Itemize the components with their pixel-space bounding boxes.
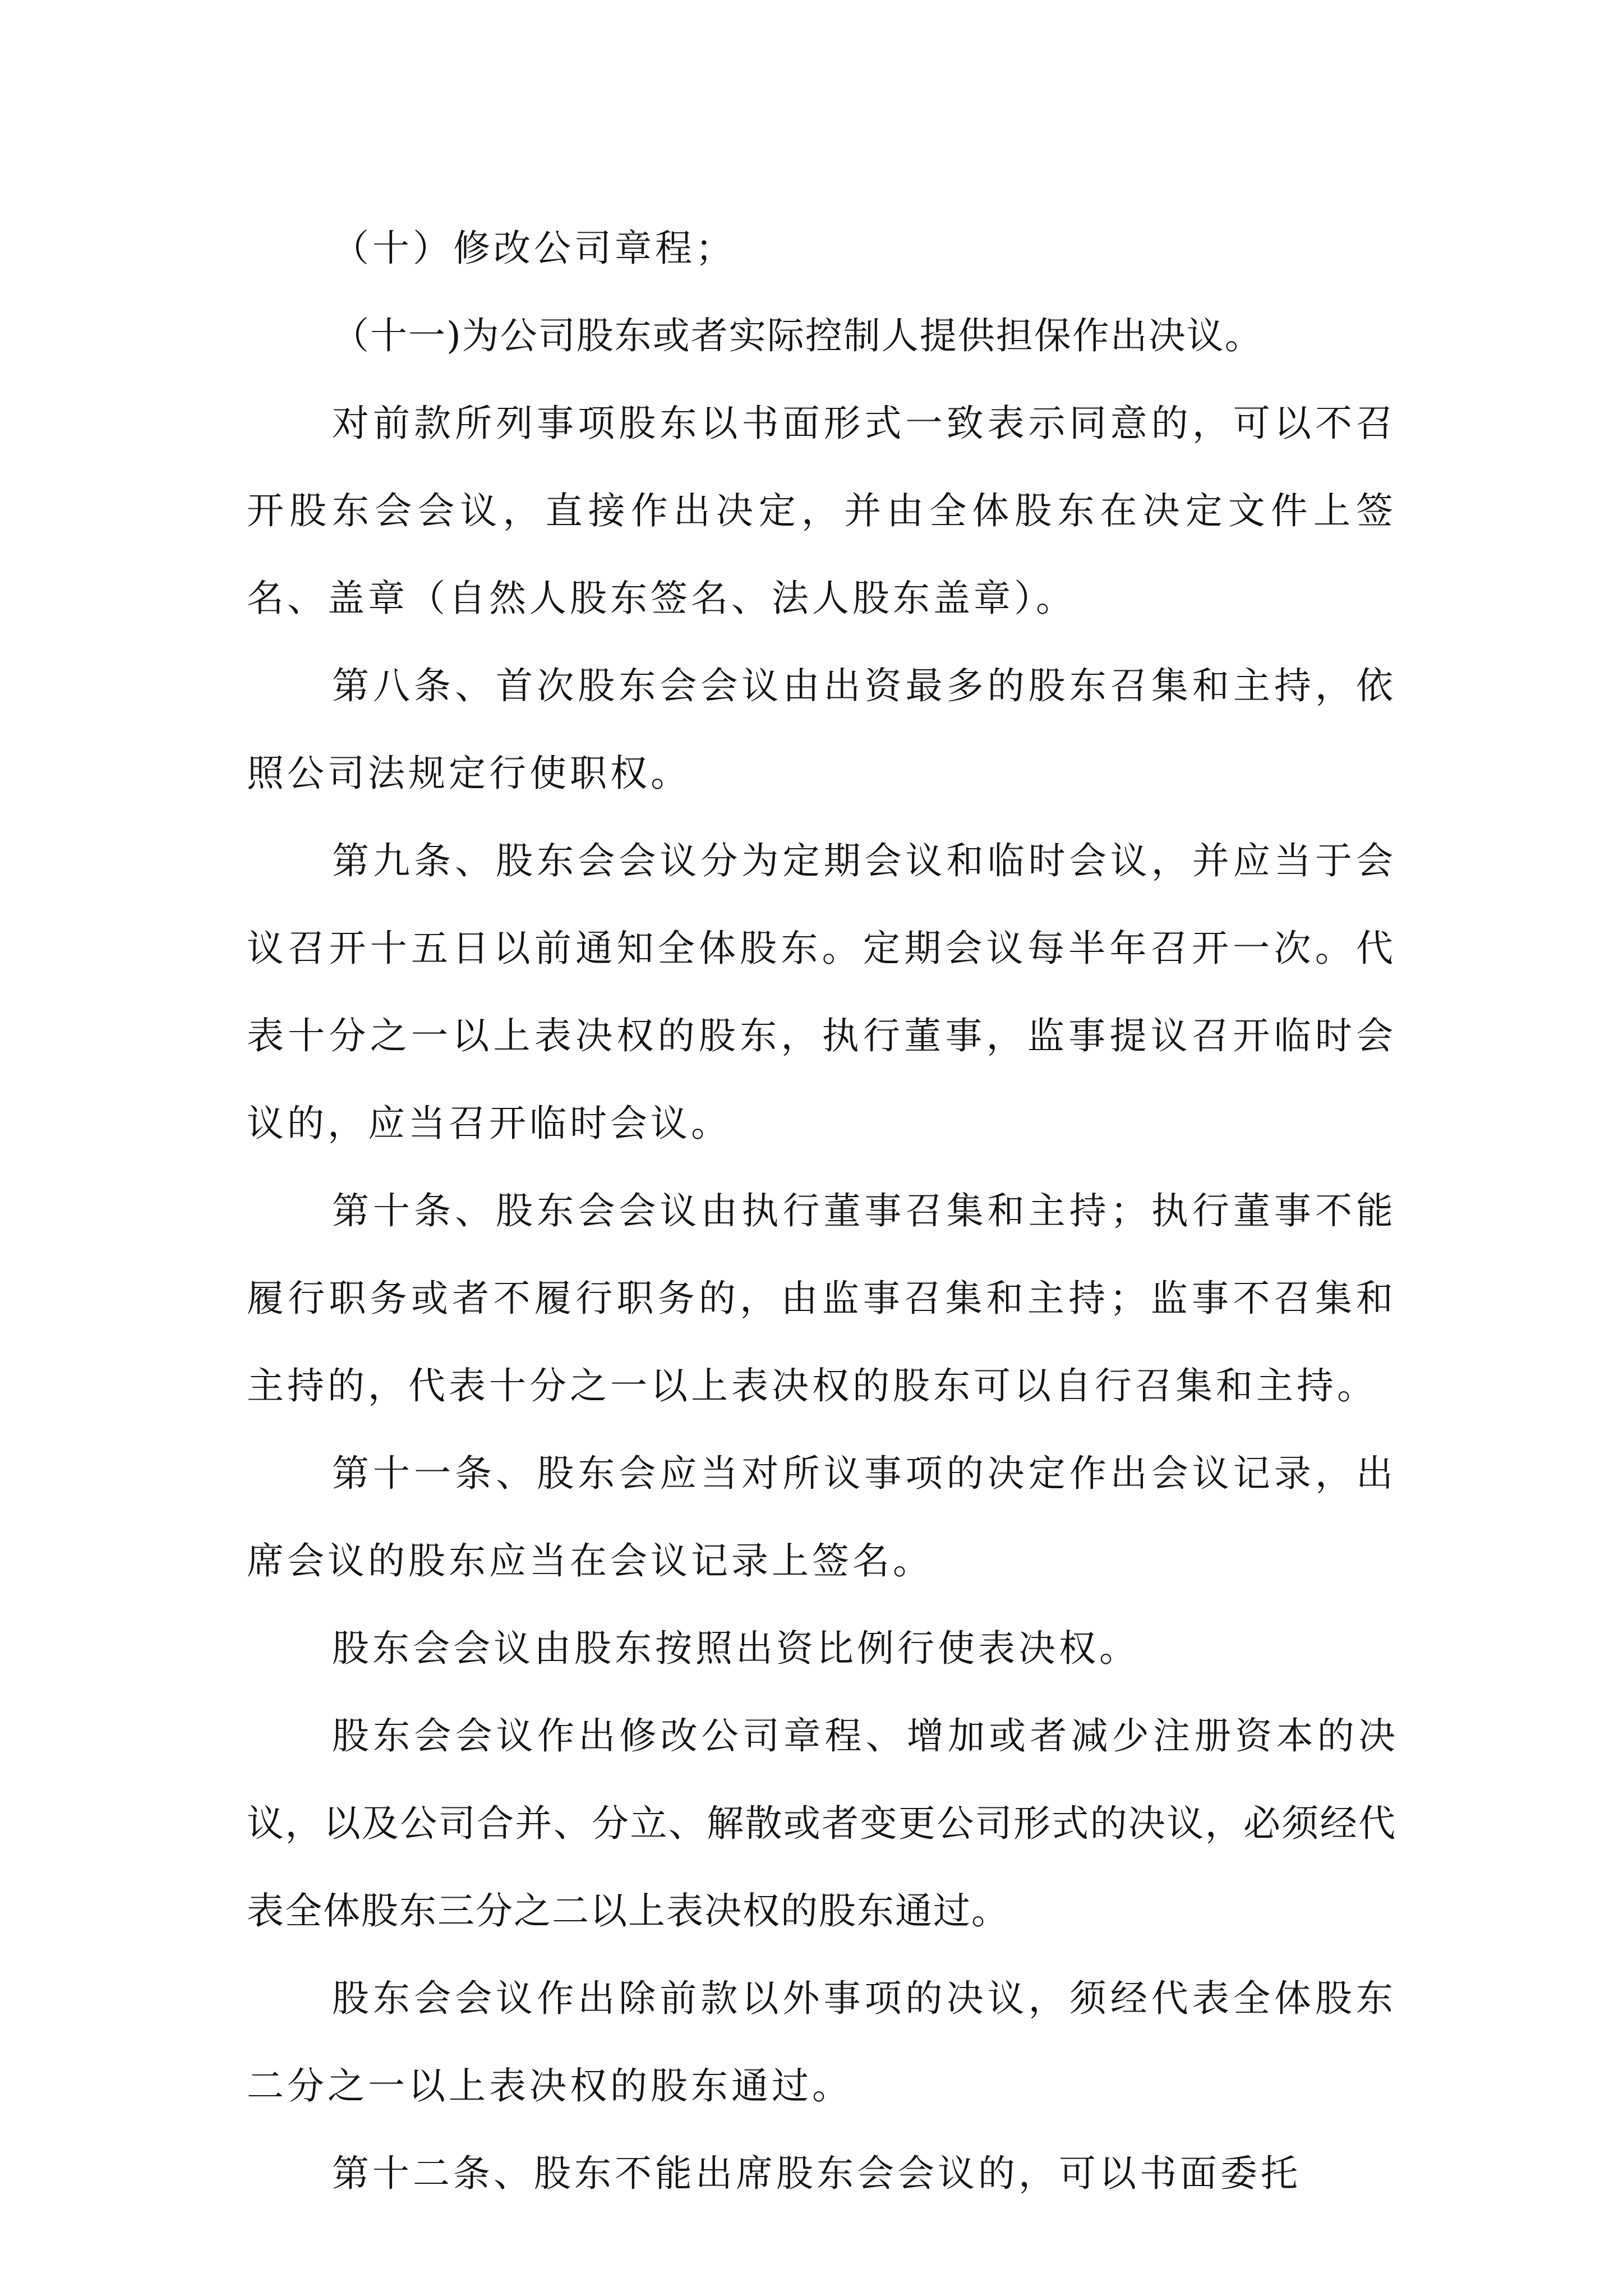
paragraph-ordinary-resolution: 股东会会议作出除前款以外事项的决议，须经代表全体股东二分之一以上表决权的股东通过。 [247,1977,1396,2108]
article-11: 第十一条、股东会应当对所议事项的决定作出会议记录，出席会议的股东应当在会议记录上签名。 [247,1452,1396,1582]
clause-item-10: （十）修改公司章程； [332,227,736,270]
article-8: 第八条、首次股东会会议由出资最多的股东召集和主持，依照公司法规定行使职权。 [247,664,1396,795]
article-10: 第十条、股东会会议由执行董事召集和主持；执行董事不能履行职务或者不履行职务的，由监事召集和主持；监事不召集和主持的，代表十分之一以上表决权的股东可以自行召集和主持。 [247,1189,1396,1407]
document-body [247,205,1396,2217]
paragraph-special-resolution: 股东会会议作出修改公司章程、增加或者减少注册资本的决议，以及公司合并、分立、解散或者变更公司形式的决议，必须经代表全体股东三分之二以上表决权的股东通过。 [247,1714,1396,1932]
paragraph-written-consent: 对前款所列事项股东以书面形式一致表示同意的，可以不召开股东会会议，直接作出决定，并由全体股东在决定文件上签名、盖章（自然人股东签名、法人股东盖章）。 [247,402,1396,620]
clause-item-11: （十一)为公司股东或者实际控制人提供担保作出决议。 [332,314,1263,357]
article-9: 第九条、股东会会议分为定期会议和临时会议，并应当于会议召开十五日以前通知全体股东。定期会议每半年召开一次。代表十分之一以上表决权的股东，执行董事，监事提议召开临时会议的，应当召开临时会议。 [247,839,1396,1145]
paragraph-voting-rights: 股东会会议由股东按照出资比例行使表决权。 [332,1627,1140,1670]
article-12: 第十二条、股东不能出席股东会会议的，可以书面委托 [332,2152,1301,2195]
